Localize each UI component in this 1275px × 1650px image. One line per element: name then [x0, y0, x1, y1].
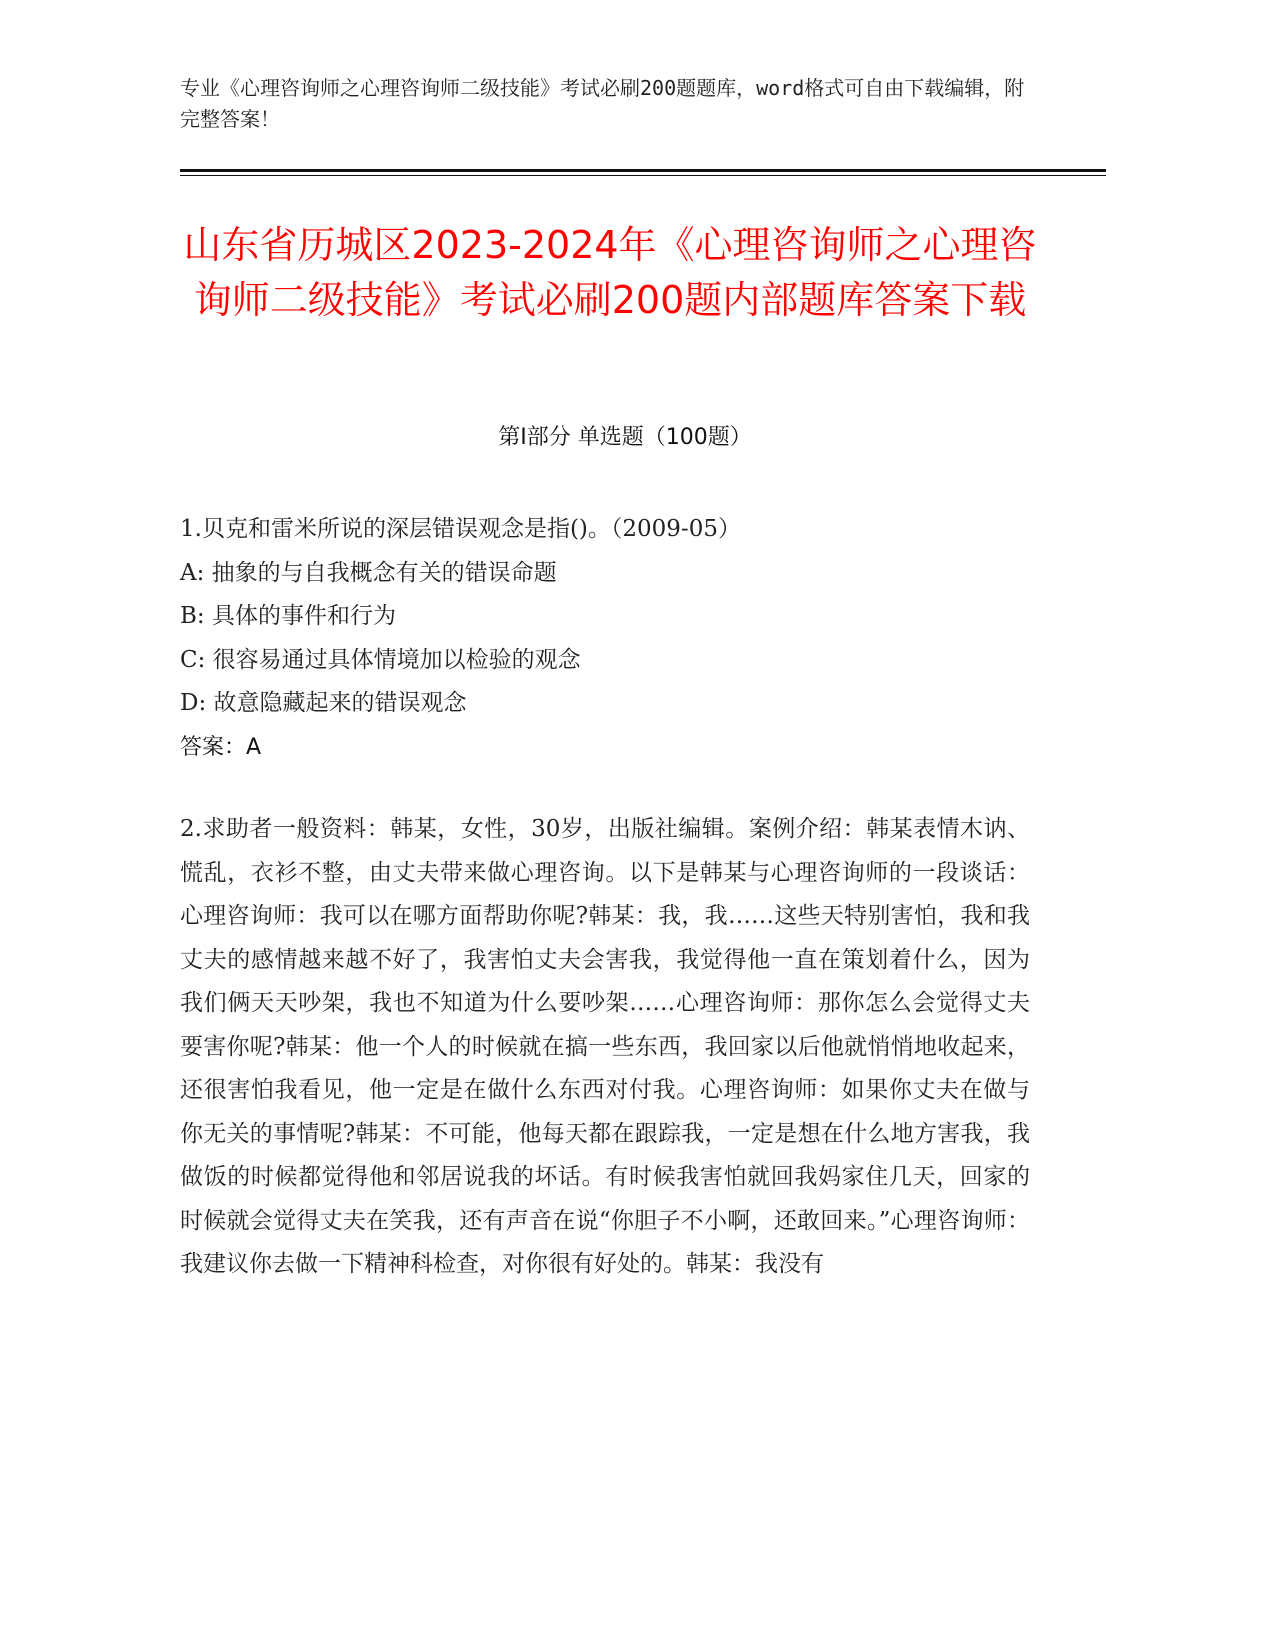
- header-divider-thick: [180, 169, 1106, 172]
- question-1-option-b: B: 具体的事件和行为: [180, 603, 396, 629]
- question-1-option-c: C: 很容易通过具体情境加以检验的观念: [180, 646, 581, 673]
- document-title: 山东省历城区2023-2024年《心理咨询师之心理咨询师二级技能》考试必刷200题内部题库答案下载: [183, 223, 1037, 322]
- question-1-option-a: A: 抽象的与自我概念有关的错误命题: [180, 559, 557, 586]
- question-1-answer: 答案：A: [180, 734, 262, 760]
- section-heading: 第I部分 单选题（100题）: [498, 425, 752, 450]
- question-2-text: 2.求助者一般资料：韩某，女性，30岁，出版社编辑。案例介绍：韩某表情木讷、慌乱，衣衫不整，由丈夫带来做心理咨询。以下是韩某与心理咨询师的一段谈话：心理咨询师：我可以在哪方面帮助你呢?韩某：我，我……这些天特别害怕，我和我丈夫的感情越来越不好了，我害怕丈夫会害我，我觉得他一直在策划着什么，因为我们俩天天吵架，我也不知道为什么要吵架……心理咨询师：那你怎么会觉得丈夫要害你呢?韩某：他一个人的时候就在搞一些东西，我回家以后他就悄悄地收起来，还很害怕我看见，他一定是在做什么东西对付我。心理咨询师：如果你丈夫在做与你无关的事情呢?韩某：不可能，他每天都在跟踪我，一定是想在什么地方害我，我做饭的时候都觉得他和邻居说我的坏话。有时候我害怕就回我妈家住几天，回家的时候就会觉得丈夫在笑我，还有声音在说“你胆子不小啊，还敢回来。”心理咨询师：我建议你去做一下精神科检查，对你很有好处的。韩某：我没有: [180, 816, 1030, 1277]
- header-divider-thin: [180, 175, 1106, 176]
- question-1-stem: 1.贝克和雷米所说的深层错误观念是指()。（2009-05）: [180, 516, 741, 542]
- header-note: 专业《心理咨询师之心理咨询师二级技能》考试必刷200题题库，word格式可自由下载编辑，附完整答案！: [180, 76, 1025, 131]
- question-1: [180, 508, 1040, 769]
- question-1-option-d: D: 故意隐藏起来的错误观念: [180, 690, 467, 716]
